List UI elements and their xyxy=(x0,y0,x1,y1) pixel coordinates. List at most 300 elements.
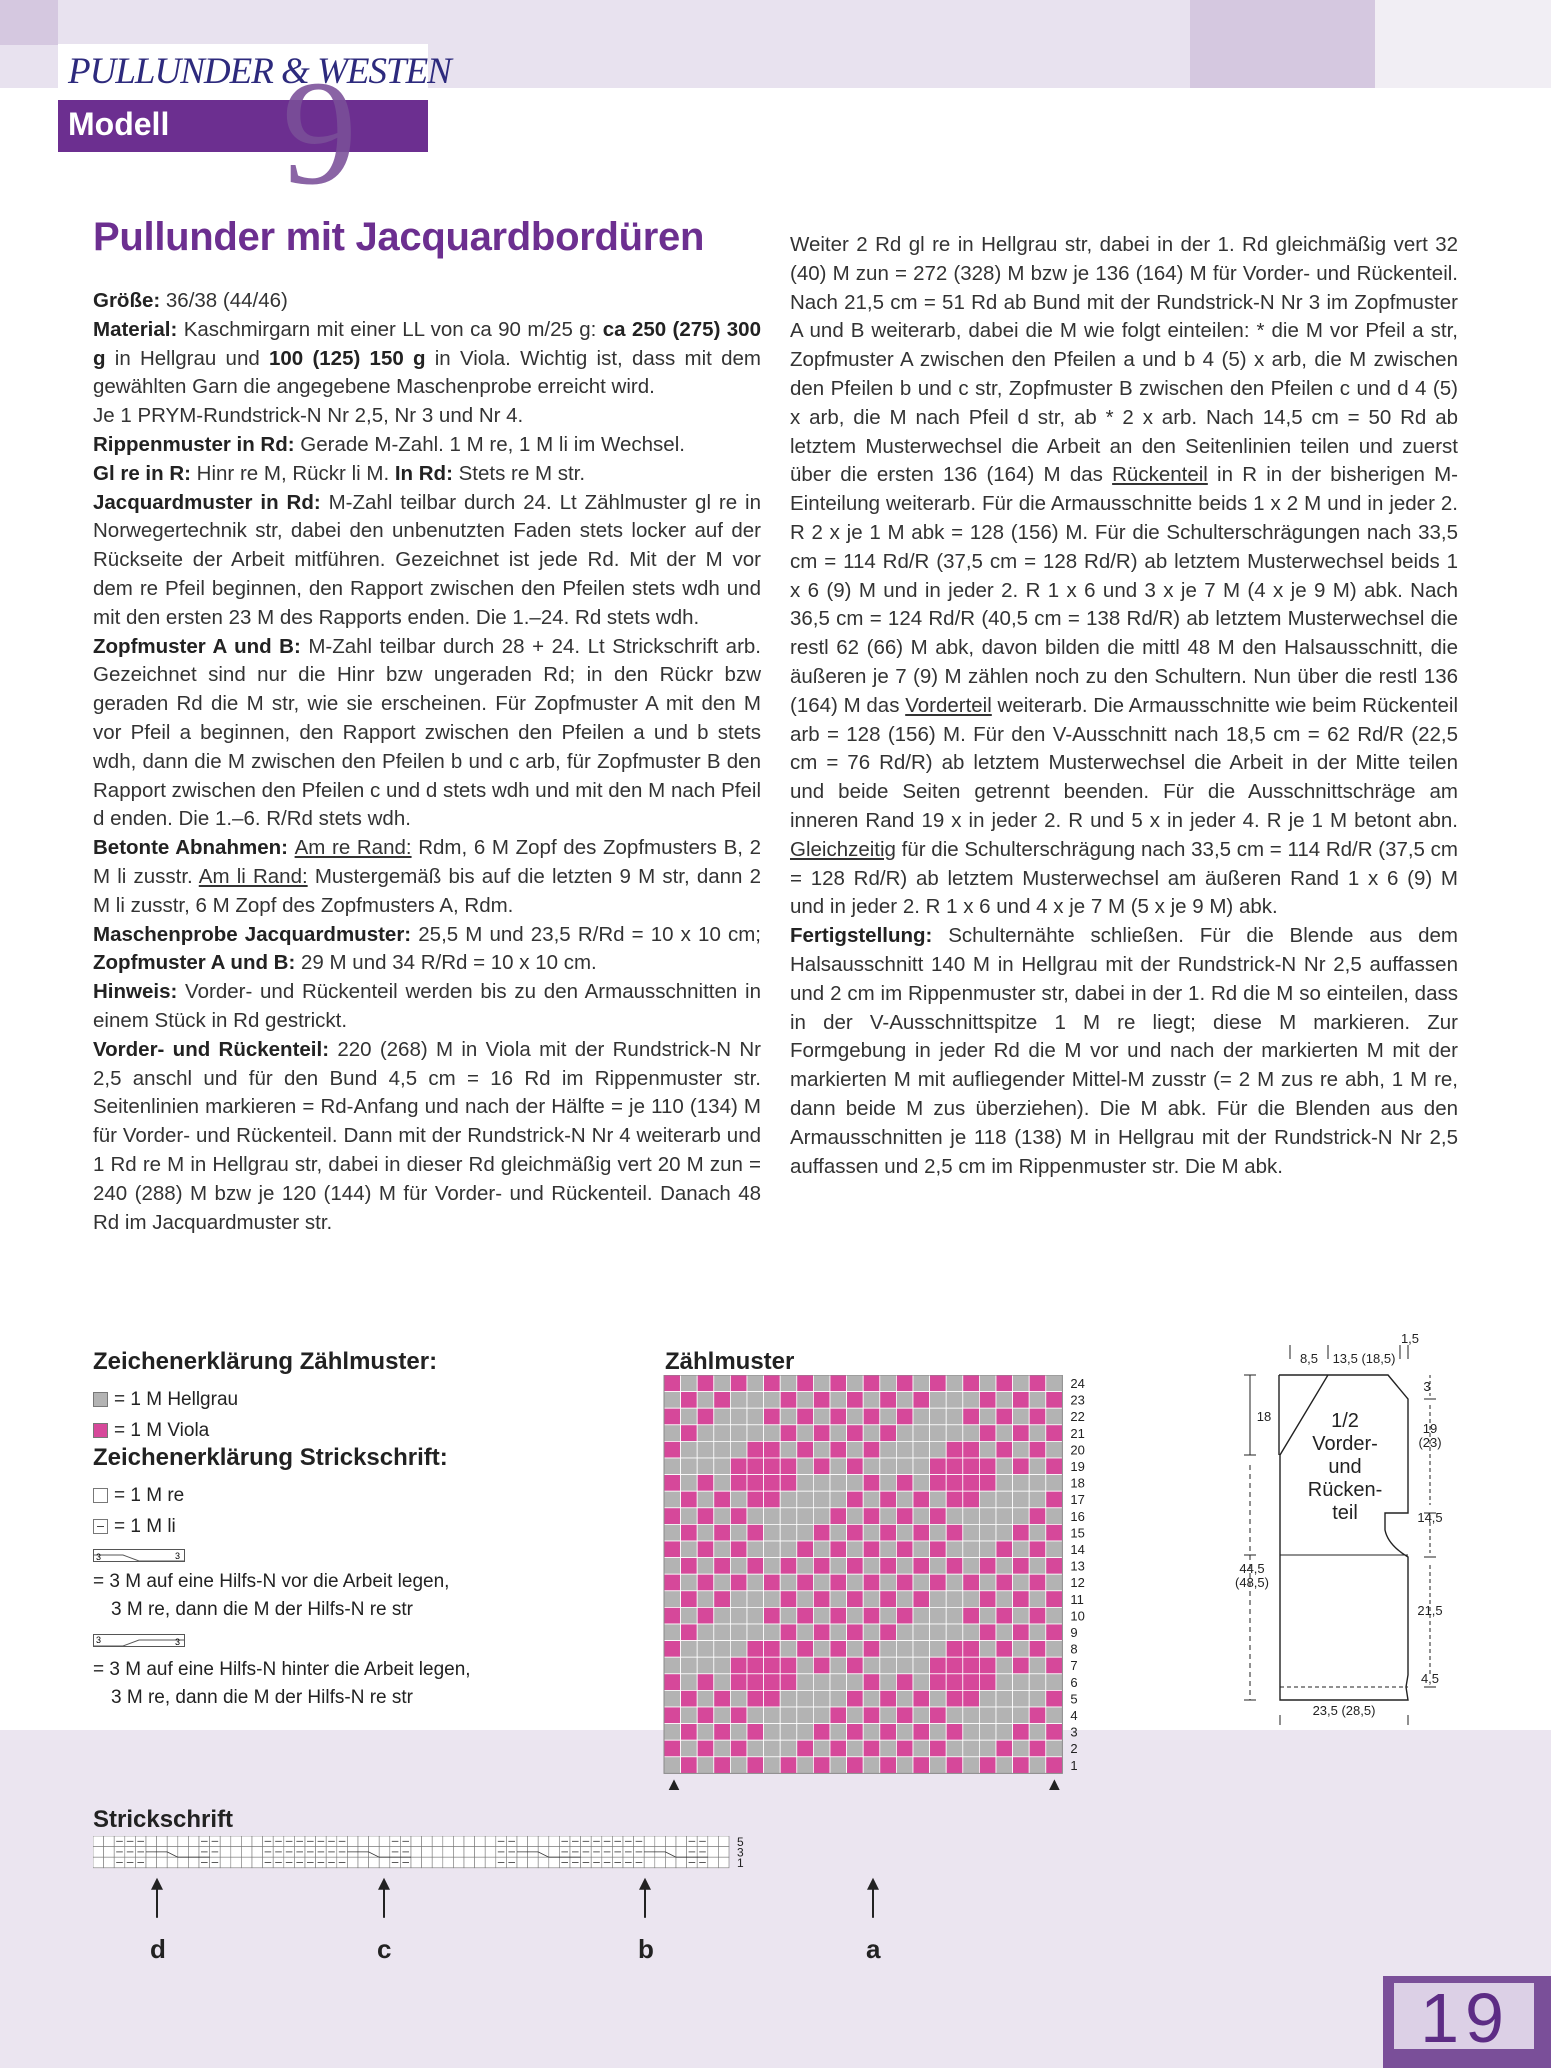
strick-chart-cell xyxy=(549,1847,560,1858)
count-chart-cell xyxy=(730,1392,747,1409)
count-chart-cell xyxy=(830,1458,847,1475)
count-chart-cell xyxy=(714,1690,731,1707)
count-chart-cell xyxy=(764,1724,781,1741)
count-chart-cell xyxy=(996,1657,1013,1674)
strick-chart-cell xyxy=(517,1836,528,1847)
count-chart-cell xyxy=(880,1690,897,1707)
count-chart-title: Zählmuster xyxy=(665,1348,795,1375)
count-chart-cell xyxy=(913,1541,930,1558)
count-chart-cell xyxy=(996,1508,1013,1525)
count-chart-row-label: 2 xyxy=(1070,1741,1078,1757)
count-chart-cell xyxy=(1029,1740,1046,1757)
strick-chart-cell xyxy=(104,1857,115,1868)
count-chart-cell xyxy=(747,1558,764,1575)
count-chart-cell xyxy=(863,1524,880,1541)
strick-chart-cell xyxy=(718,1836,729,1847)
cable-back-num-right: 3 xyxy=(175,1636,181,1647)
dim-left-485: (48,5) xyxy=(1235,1575,1269,1590)
count-chart-cell xyxy=(780,1724,797,1741)
count-chart-cell xyxy=(681,1475,698,1492)
count-chart-cell xyxy=(847,1475,864,1492)
count-chart-cell xyxy=(714,1757,731,1774)
count-chart-cell xyxy=(946,1458,963,1475)
count-chart-cell xyxy=(930,1375,947,1392)
count-chart-cell xyxy=(714,1674,731,1691)
count-chart-cell xyxy=(996,1641,1013,1658)
count-chart-cell xyxy=(930,1541,947,1558)
count-chart-cell xyxy=(697,1558,714,1575)
page-number: 19 xyxy=(1420,1979,1510,2057)
count-chart-cell xyxy=(930,1641,947,1658)
count-chart-cell xyxy=(664,1524,681,1541)
count-chart-cell xyxy=(963,1558,980,1575)
strick-chart-row-label: 5 xyxy=(737,1836,744,1849)
count-chart-cell xyxy=(664,1491,681,1508)
strick-chart-cell xyxy=(104,1847,115,1858)
count-chart-cell xyxy=(681,1558,698,1575)
count-chart-cell xyxy=(1029,1591,1046,1608)
count-chart-cell xyxy=(930,1524,947,1541)
count-chart-cell xyxy=(780,1408,797,1425)
count-chart-arrow-head xyxy=(668,1779,680,1790)
count-chart-cell xyxy=(830,1475,847,1492)
count-chart-cell xyxy=(830,1657,847,1674)
count-chart xyxy=(660,1375,1100,1790)
count-chart-cell xyxy=(913,1591,930,1608)
strick-chart-cell xyxy=(241,1857,252,1868)
strick-chart-cell xyxy=(422,1847,433,1858)
count-chart-cell xyxy=(930,1757,947,1774)
count-chart-cell xyxy=(764,1425,781,1442)
count-chart-cell xyxy=(880,1591,897,1608)
count-chart-cell xyxy=(880,1441,897,1458)
count-chart-cell xyxy=(913,1441,930,1458)
count-chart-cell xyxy=(813,1740,830,1757)
count-chart-cell xyxy=(830,1690,847,1707)
count-chart-cell xyxy=(847,1375,864,1392)
strick-chart-cell xyxy=(188,1836,199,1847)
count-chart-cell xyxy=(813,1674,830,1691)
dim-left-18: 18 xyxy=(1256,1409,1272,1424)
strick-chart-cell xyxy=(93,1836,104,1847)
count-chart-cell xyxy=(863,1707,880,1724)
count-chart-cell xyxy=(913,1674,930,1691)
count-chart-cell xyxy=(1013,1657,1030,1674)
count-chart-cell xyxy=(946,1591,963,1608)
count-chart-cell xyxy=(979,1508,996,1525)
count-chart-cell xyxy=(664,1392,681,1409)
count-chart-cell xyxy=(747,1757,764,1774)
count-chart-cell xyxy=(797,1425,814,1442)
count-chart-cell xyxy=(996,1757,1013,1774)
count-chart-cell xyxy=(863,1674,880,1691)
strick-chart-cell xyxy=(453,1836,464,1847)
count-chart-cell xyxy=(1046,1674,1063,1691)
dim-right-145: 14,5 xyxy=(1417,1510,1443,1525)
count-chart-cell xyxy=(963,1441,980,1458)
strick-chart-cell xyxy=(528,1857,539,1868)
count-chart-cell xyxy=(747,1690,764,1707)
count-chart-cell xyxy=(813,1475,830,1492)
count-chart-cell xyxy=(813,1657,830,1674)
count-chart-cell xyxy=(664,1607,681,1624)
count-chart-row-label: 20 xyxy=(1070,1442,1085,1458)
count-chart-cell xyxy=(880,1641,897,1658)
count-chart-cell xyxy=(764,1541,781,1558)
count-chart-cell xyxy=(913,1607,930,1624)
count-chart-cell xyxy=(664,1441,681,1458)
count-chart-cell xyxy=(880,1740,897,1757)
count-chart-cell xyxy=(847,1657,864,1674)
count-chart-cell xyxy=(730,1425,747,1442)
strick-chart-cell xyxy=(252,1847,263,1858)
count-chart-cell xyxy=(780,1508,797,1525)
count-chart-cell xyxy=(664,1541,681,1558)
count-chart-cell xyxy=(730,1757,747,1774)
count-chart-cell xyxy=(963,1641,980,1658)
count-chart-cell xyxy=(1046,1624,1063,1641)
count-chart-cell xyxy=(946,1757,963,1774)
article-title: Pullunder mit Jacquardbordüren xyxy=(93,215,705,259)
strick-chart-arrow-head xyxy=(378,1878,390,1890)
count-chart-cell xyxy=(847,1541,864,1558)
strick-chart-arrow-head xyxy=(151,1878,163,1890)
count-chart-cell xyxy=(664,1508,681,1525)
schematic-label-2: Vorder- xyxy=(1312,1433,1378,1455)
count-chart-cell xyxy=(714,1408,731,1425)
count-chart-cell xyxy=(830,1674,847,1691)
count-chart-cell xyxy=(730,1524,747,1541)
count-chart-cell xyxy=(747,1441,764,1458)
count-chart-cell xyxy=(714,1458,731,1475)
count-chart-cell xyxy=(963,1724,980,1741)
count-chart-cell xyxy=(930,1508,947,1525)
count-chart-cell xyxy=(697,1724,714,1741)
strick-chart-cell xyxy=(676,1836,687,1847)
count-chart-cell xyxy=(930,1441,947,1458)
count-chart-cell xyxy=(946,1624,963,1641)
legend-knit-chart xyxy=(93,1444,471,1712)
count-chart-cell xyxy=(880,1475,897,1492)
count-chart-cell xyxy=(697,1375,714,1392)
count-chart-cell xyxy=(996,1524,1013,1541)
count-chart-cell xyxy=(847,1690,864,1707)
count-chart-cell xyxy=(979,1624,996,1641)
count-chart-cell xyxy=(764,1690,781,1707)
count-chart-cell xyxy=(1029,1558,1046,1575)
count-chart-cell xyxy=(730,1740,747,1757)
count-chart-cell xyxy=(979,1375,996,1392)
count-chart-cell xyxy=(747,1458,764,1475)
count-chart-cell xyxy=(780,1757,797,1774)
count-chart-cell xyxy=(896,1591,913,1608)
count-chart-cell xyxy=(730,1641,747,1658)
count-chart-cell xyxy=(697,1690,714,1707)
count-chart-cell xyxy=(830,1707,847,1724)
count-chart-cell xyxy=(714,1524,731,1541)
count-chart-cell xyxy=(813,1707,830,1724)
count-chart-cell xyxy=(996,1458,1013,1475)
strick-chart-cell xyxy=(411,1836,422,1847)
count-chart-cell xyxy=(714,1591,731,1608)
count-chart-cell xyxy=(780,1491,797,1508)
count-chart-cell xyxy=(946,1508,963,1525)
count-chart-cell xyxy=(863,1458,880,1475)
count-chart-cell xyxy=(830,1607,847,1624)
count-chart-cell xyxy=(946,1392,963,1409)
count-chart-cell xyxy=(946,1491,963,1508)
count-chart-cell xyxy=(1046,1724,1063,1741)
count-chart-cell xyxy=(664,1690,681,1707)
count-chart-cell xyxy=(714,1657,731,1674)
count-chart-cell xyxy=(963,1408,980,1425)
count-chart-cell xyxy=(797,1591,814,1608)
count-chart-cell xyxy=(730,1674,747,1691)
dim-top-c: 1,5 xyxy=(1400,1331,1420,1346)
count-chart-cell xyxy=(797,1690,814,1707)
count-chart-cell xyxy=(863,1375,880,1392)
strick-chart-cell xyxy=(422,1836,433,1847)
count-chart-cell xyxy=(830,1574,847,1591)
count-chart-cell xyxy=(780,1591,797,1608)
count-chart-cell xyxy=(930,1607,947,1624)
count-chart-cell xyxy=(681,1408,698,1425)
strick-chart-cell xyxy=(485,1836,496,1847)
count-chart-cell xyxy=(896,1574,913,1591)
count-chart-cell xyxy=(863,1475,880,1492)
count-chart-cell xyxy=(681,1641,698,1658)
count-chart-cell xyxy=(697,1574,714,1591)
arrow-label-c: c xyxy=(377,1934,392,1964)
count-chart-cell xyxy=(863,1558,880,1575)
count-chart-cell xyxy=(1013,1541,1030,1558)
purl-symbol xyxy=(93,1519,108,1534)
text-column-left xyxy=(93,287,761,1237)
model-label: Modell xyxy=(68,106,170,142)
cable-front-line-1: = 3 M auf eine Hilfs-N vor die Arbeit legen, xyxy=(93,1571,450,1592)
count-chart-cell xyxy=(797,1491,814,1508)
count-chart-cell xyxy=(830,1541,847,1558)
count-chart-cell xyxy=(880,1558,897,1575)
count-chart-cell xyxy=(681,1392,698,1409)
count-chart-cell xyxy=(730,1491,747,1508)
count-chart-cell xyxy=(1013,1641,1030,1658)
count-chart-cell xyxy=(930,1475,947,1492)
count-chart-cell xyxy=(896,1724,913,1741)
count-chart-cell xyxy=(780,1624,797,1641)
count-chart-cell xyxy=(913,1392,930,1409)
count-chart-cell xyxy=(730,1690,747,1707)
count-chart-cell xyxy=(913,1408,930,1425)
cable-back-num-left: 3 xyxy=(96,1634,102,1645)
strick-chart-arrow-head xyxy=(867,1878,879,1890)
count-chart-cell xyxy=(880,1674,897,1691)
count-chart-cell xyxy=(880,1392,897,1409)
count-chart-cell xyxy=(764,1408,781,1425)
paragraph: Jacquardmuster in Rd: M-Zahl teilbar durch 24. Lt Zählmuster gl re in Norwegertechnik str, dabei den unbenutzten Faden stets locker auf der Rückseite der Arbeit mitführen. Gezeichnet ist jede Rd. Mit der M vor dem re Pfeil beginnen, den Rapport zwischen den Pfeilen stets wdh und mit den ersten 23 M des Rapports enden. Die 1.–24. Rd stets wdh. xyxy=(93,490,761,629)
strick-chart-cell xyxy=(178,1836,189,1847)
count-chart-cell xyxy=(664,1657,681,1674)
count-chart-cell xyxy=(963,1690,980,1707)
count-chart-cell xyxy=(664,1574,681,1591)
section-title: PULLUNDER & WESTEN xyxy=(68,51,451,92)
count-chart-cell xyxy=(764,1574,781,1591)
count-chart-cell xyxy=(979,1425,996,1442)
count-chart-cell xyxy=(730,1607,747,1624)
count-chart-cell xyxy=(880,1724,897,1741)
strick-chart-cell xyxy=(411,1847,422,1858)
strick-chart-cell xyxy=(252,1836,263,1847)
count-chart-cell xyxy=(714,1574,731,1591)
count-chart-cell xyxy=(979,1408,996,1425)
count-chart-cell xyxy=(979,1657,996,1674)
legend-cable-front-text xyxy=(93,1568,471,1624)
count-chart-cell xyxy=(764,1441,781,1458)
strick-chart-cell xyxy=(379,1836,390,1847)
count-chart-cell xyxy=(930,1657,947,1674)
strick-chart-cell xyxy=(220,1836,231,1847)
count-chart-row-label: 21 xyxy=(1070,1425,1085,1441)
count-chart-cell xyxy=(1013,1591,1030,1608)
count-chart-cell xyxy=(896,1508,913,1525)
strick-chart-cell xyxy=(464,1857,475,1868)
count-chart-cell xyxy=(896,1375,913,1392)
count-chart-row-label: 12 xyxy=(1070,1575,1085,1591)
count-chart-cell xyxy=(946,1541,963,1558)
top-right-block xyxy=(1190,0,1375,88)
garment-schematic-body xyxy=(1230,1325,1470,1725)
count-chart-cell xyxy=(780,1657,797,1674)
count-chart-row-label: 24 xyxy=(1070,1376,1085,1391)
count-chart-cell xyxy=(697,1441,714,1458)
count-chart-cell xyxy=(780,1707,797,1724)
count-chart-cell xyxy=(1013,1475,1030,1492)
count-chart-cell xyxy=(714,1375,731,1392)
count-chart-cell xyxy=(681,1524,698,1541)
count-chart-cell xyxy=(730,1375,747,1392)
paragraph: Rippenmuster in Rd: Gerade M-Zahl. 1 M re, 1 M li im Wechsel. xyxy=(93,432,685,456)
count-chart-cell xyxy=(830,1757,847,1774)
count-chart-cell xyxy=(764,1591,781,1608)
count-chart-cell xyxy=(747,1641,764,1658)
count-chart-cell xyxy=(896,1558,913,1575)
count-chart-cell xyxy=(1013,1375,1030,1392)
legend-count-title: Zeichenerklärung Zählmuster: xyxy=(93,1348,438,1375)
count-chart-cell xyxy=(963,1375,980,1392)
count-chart-cell xyxy=(747,1607,764,1624)
strick-chart-cell xyxy=(422,1857,433,1868)
count-chart-cell xyxy=(996,1491,1013,1508)
strick-chart-cell xyxy=(443,1847,454,1858)
count-chart-cell xyxy=(747,1425,764,1442)
legend-knit-row xyxy=(93,1480,471,1511)
count-chart-cell xyxy=(714,1607,731,1624)
count-chart-cell xyxy=(747,1524,764,1541)
strick-chart-cell xyxy=(475,1857,486,1868)
count-chart-cell xyxy=(930,1707,947,1724)
count-chart-cell xyxy=(930,1408,947,1425)
count-chart-cell xyxy=(863,1591,880,1608)
strick-chart-cell xyxy=(347,1836,358,1847)
count-chart-cell xyxy=(1029,1508,1046,1525)
count-chart-cell xyxy=(996,1707,1013,1724)
strick-chart-cell xyxy=(655,1836,666,1847)
count-chart-cell xyxy=(996,1392,1013,1409)
count-chart-cell xyxy=(930,1574,947,1591)
cable-back-line-2: 3 M re, dann die M der Hilfs-N re str xyxy=(111,1687,413,1708)
strick-chart-cell xyxy=(475,1847,486,1858)
count-chart-cell xyxy=(896,1392,913,1409)
count-chart-cell xyxy=(863,1491,880,1508)
count-chart-cell xyxy=(813,1524,830,1541)
count-chart-cell xyxy=(1046,1508,1063,1525)
count-chart-arrow-head xyxy=(1048,1779,1060,1790)
cable-front-num-left: 3 xyxy=(96,1551,102,1562)
count-chart-cell xyxy=(996,1740,1013,1757)
count-chart-cell xyxy=(863,1441,880,1458)
strick-chart-cell xyxy=(485,1857,496,1868)
count-chart-cell xyxy=(946,1707,963,1724)
paragraph: Fertigstellung: Schulternähte schließen. Für die Blende aus dem Halsausschnitt 140 M in Hellgrau mit der Rundstrick-N Nr 2,5 auffassen und 2 cm im Rippenmuster str, dabei in der 1. Rd die M so einteilen, dass in der V-Ausschnittspitze 1 M re liegt; diese M markieren. Zur Formgebung in jeder Rd die M vor und nach der markierten M mit der markierten M mit aufliegender Mittel-M zusstr (= 2 M zus re abh, 1 M re, dann beide M zus überziehen). Die M abk. Für die Blenden aus den Armausschnitten je 118 (138) M in Hellgrau mit der Rundstrick-N Nr 2,5 auffassen und 2,5 cm im Rippenmuster str. Die M abk. xyxy=(790,924,1458,1178)
count-chart-cell xyxy=(963,1392,980,1409)
count-chart-cell xyxy=(780,1425,797,1442)
count-chart-cell xyxy=(1013,1607,1030,1624)
count-chart-cell xyxy=(863,1508,880,1525)
strick-chart-cell xyxy=(485,1847,496,1858)
count-chart-cell xyxy=(797,1392,814,1409)
count-chart-cell xyxy=(797,1375,814,1392)
count-chart-cell xyxy=(880,1624,897,1641)
count-chart-cell xyxy=(930,1724,947,1741)
count-chart-cell xyxy=(780,1641,797,1658)
count-chart-cell xyxy=(863,1740,880,1757)
count-chart-cell xyxy=(747,1574,764,1591)
dim-right-215: 21,5 xyxy=(1417,1603,1443,1618)
strick-chart-cell xyxy=(220,1847,231,1858)
count-chart-cell xyxy=(830,1441,847,1458)
count-chart-cell xyxy=(1013,1508,1030,1525)
count-chart-cell xyxy=(730,1591,747,1608)
count-chart-cell xyxy=(780,1690,797,1707)
count-chart-cell xyxy=(863,1724,880,1741)
count-chart-cell xyxy=(681,1491,698,1508)
count-chart-cell xyxy=(681,1740,698,1757)
count-chart-cell xyxy=(764,1674,781,1691)
count-chart-row-label: 22 xyxy=(1070,1409,1085,1425)
count-chart-cell xyxy=(1029,1392,1046,1409)
count-chart-cell xyxy=(996,1541,1013,1558)
count-chart-cell xyxy=(730,1724,747,1741)
count-chart-cell xyxy=(747,1657,764,1674)
count-chart-cell xyxy=(780,1392,797,1409)
count-chart-cell xyxy=(896,1624,913,1641)
count-chart-cell xyxy=(979,1491,996,1508)
count-chart-cell xyxy=(979,1724,996,1741)
count-chart-cell xyxy=(913,1491,930,1508)
count-chart-cell xyxy=(1029,1707,1046,1724)
count-chart-cell xyxy=(681,1707,698,1724)
count-chart-cell xyxy=(1046,1524,1063,1541)
strick-chart-cell xyxy=(220,1857,231,1868)
count-chart-cell xyxy=(913,1508,930,1525)
count-chart-cell xyxy=(913,1524,930,1541)
count-chart-cell xyxy=(946,1558,963,1575)
count-chart-cell xyxy=(847,1674,864,1691)
paragraph: Weiter 2 Rd gl re in Hellgrau str, dabei in der 1. Rd gleichmäßig vert 32 (40) M zun = 272 (328) M bzw je 136 (164) M für Vorder- und Rückenteil. Nach 21,5 cm = 51 Rd ab Bund mit der Rundstrick-N Nr 3 im Zopfmuster A und B weiterarb, dabei die M wie folgt einteilen: * die M vor Pfeil a str, Zopfmuster A zwischen den Pfeilen a und b 4 (5) x arb, die M zwischen den Pfeilen b und c str, Zopfmuster B zwischen den Pfeilen c und d 4 (5) x arb, die M nach Pfeil d str, ab * 2 x arb. Nach 14,5 cm = 50 Rd ab letztem Musterwechsel die Arbeit an den Seitenlinien teilen und zuerst über die ersten 136 (164) M das Rückenteil in R in der bisherigen M-Einteilung weiterarb. Für die Armausschnitte beids 1 x 2 M und in jeder 2. R 2 x je 1 M abk = 128 (156) M. Für die Schulterschrägungen nach 33,5 cm = 114 Rd/R (37,5 cm = 128 Rd/R) ab letztem Musterwechsel beids 1 x 6 (9) M und in jeder 2. R 1 x 6 und 3 x je 7 M (4 x je 9 M) abk. Nach 36,5 cm = 124 Rd/R (40,5 cm = 138 Rd/R) ab letztem Musterwechsel die restl 62 (66) M abk, davon bilden die mittl 48 M den Halsausschnitt, die äußeren je 7 (9) M zählen noch zu den Schultern. Nun über die restl 136 (164) M das Vorderteil weiterarb. Die Armausschnitte wie beim Rückenteil arb = 128 (156) M. Für den V-Ausschnitt nach 18,5 cm = 62 Rd/R (22,5 cm = 76 Rd/R) ab letztem Musterwechsel die Arbeit in der Mitte teilen und beide Seiten getrennt beenden. Für die Ausschnittschräge am inneren Rand 19 x in jeder 2. R und 5 x in jeder 4. R je 1 M betont abn. Gleichzeitig für die Schulterschrägung nach 33,5 cm = 114 Rd/R (37,5 cm = 128 Rd/R) ab letztem Musterwechsel am äußeren Rand 1 x 6 (9) M und in jeder 2. R 1 x 6 und 4 x je 7 M (5 x je 9 M) abk. xyxy=(790,233,1459,919)
count-chart-cell xyxy=(1046,1657,1063,1674)
strick-chart-cell xyxy=(188,1847,199,1858)
count-chart-cell xyxy=(830,1392,847,1409)
